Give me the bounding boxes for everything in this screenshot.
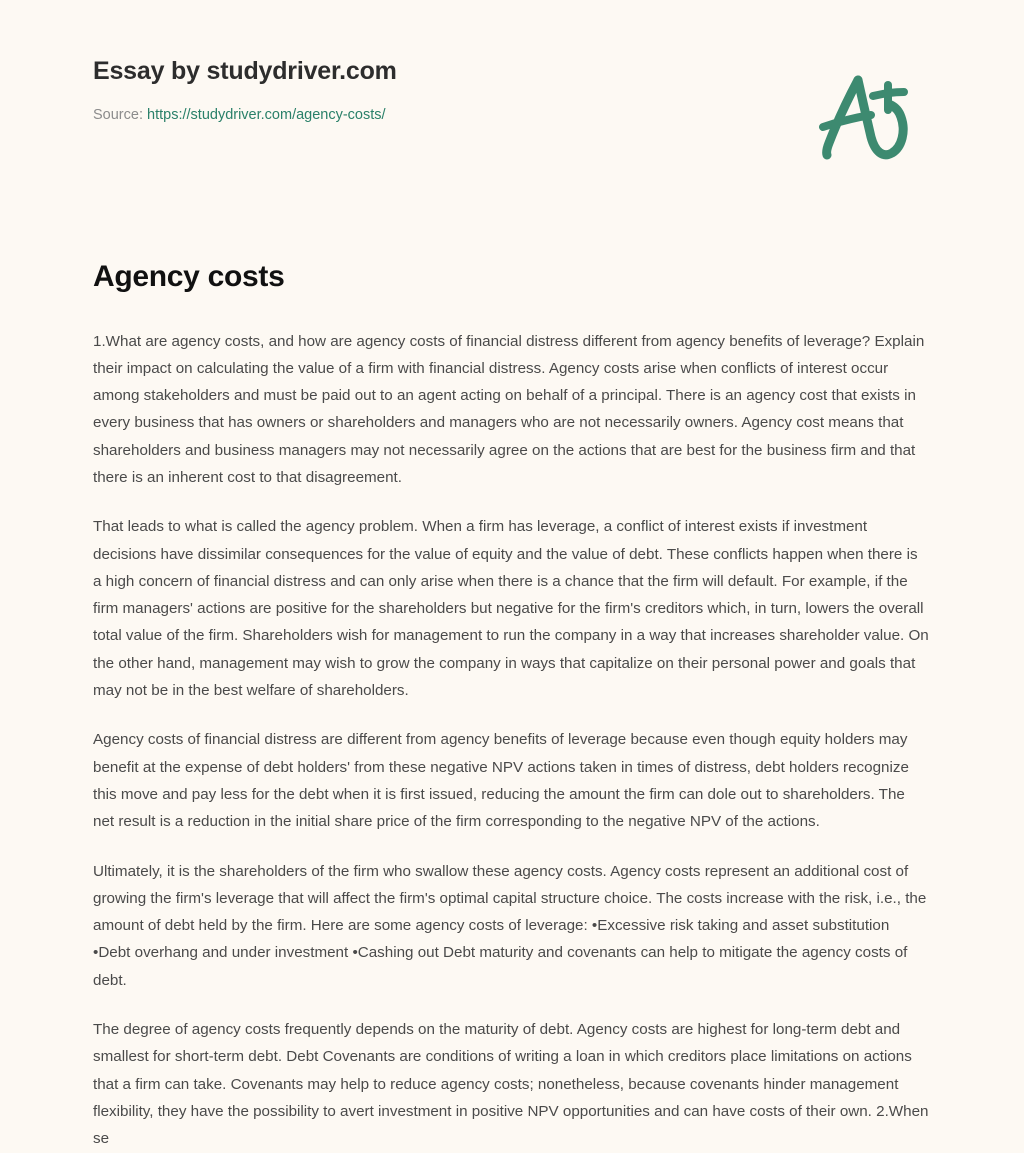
source-line <box>93 106 397 125</box>
site-title: Essay by studydriver.com <box>93 57 397 85</box>
paragraph: The degree of agency costs frequently depends on the maturity of debt. Agency costs are highest for long-term debt and smallest for short-term debt. Debt Covenants are conditions of writing a loan in which creditors place limitations on actions that a firm can take. Covenants may help to reduce agency costs; nonetheless, because covenants hinder management flexibility, they have the possibility to avert investment in positive NPV opportunities and can have costs of their own. 2.When se <box>93 1021 929 1148</box>
source-url-link[interactable]: https://studydriver.com/agency-costs/ <box>147 107 386 123</box>
studydriver-logo[interactable] <box>804 60 924 170</box>
source-label: Source: <box>93 107 143 123</box>
paragraph: That leads to what is called the agency problem. When a firm has leverage, a conflict of interest exists if investment decisions have dissimilar consequences for the value of equity and the value of debt. These conflicts happen when there is a high concern of financial distress and can only arise when there is a chance that the firm will default. For example, if the firm managers' actions are positive for the shareholders but negative for the firm's creditors which, in turn, lowers the overall total value of the firm. Shareholders wish for management to run the company in a way that increases shareholder value. On the other hand, management may wish to grow the company in ways that capitalize on their personal power and goals that may not be in the best welfare of shareholders. <box>93 518 929 700</box>
page-title: Agency costs <box>93 260 285 293</box>
paragraph: Agency costs of financial distress are different from agency benefits of leverage because even though equity holders may benefit at the expense of debt holders' from these negative NPV actions taken in times of distress, debt holders recognize this move and pay less for the debt when it is first issued, reducing the amount the firm can dole out to shareholders. The net result is a reduction in the initial share price of the firm corresponding to the negative NPV of the actions. <box>93 731 909 831</box>
header-left-group <box>93 56 397 125</box>
paragraph: 1.What are agency costs, and how are agency costs of financial distress different from agency benefits of leverage? Explain their impact on calculating the value of a firm with financial distress. Agency costs arise when conflicts of interest occur among stakeholders and must be paid out to an agent acting on behalf of a principal. There is an agency cost that exists in every business that has owners or shareholders and managers who are not necessarily owners. Agency cost means that shareholders and business managers may not necessarily agree on the actions that are best for the business firm and that there is an inherent cost to that disagreement. <box>93 332 925 486</box>
document-content <box>0 170 1024 1153</box>
essay-body <box>93 328 930 1153</box>
page-header <box>0 0 1024 170</box>
paragraph: Ultimately, it is the shareholders of the firm who swallow these agency costs. Agency costs represent an additional cost of growing the firm's leverage that will affect the firm's optimal capital structure choice. The costs increase with the risk, i.e., the amount of debt held by the firm. Here are some agency costs of leverage: •Excessive risk taking and asset substitution •Debt overhang and under investment •Cashing out Debt maturity and covenants can help to mitigate the agency costs of debt. <box>93 862 927 989</box>
a-plus-logo-icon <box>809 65 919 165</box>
